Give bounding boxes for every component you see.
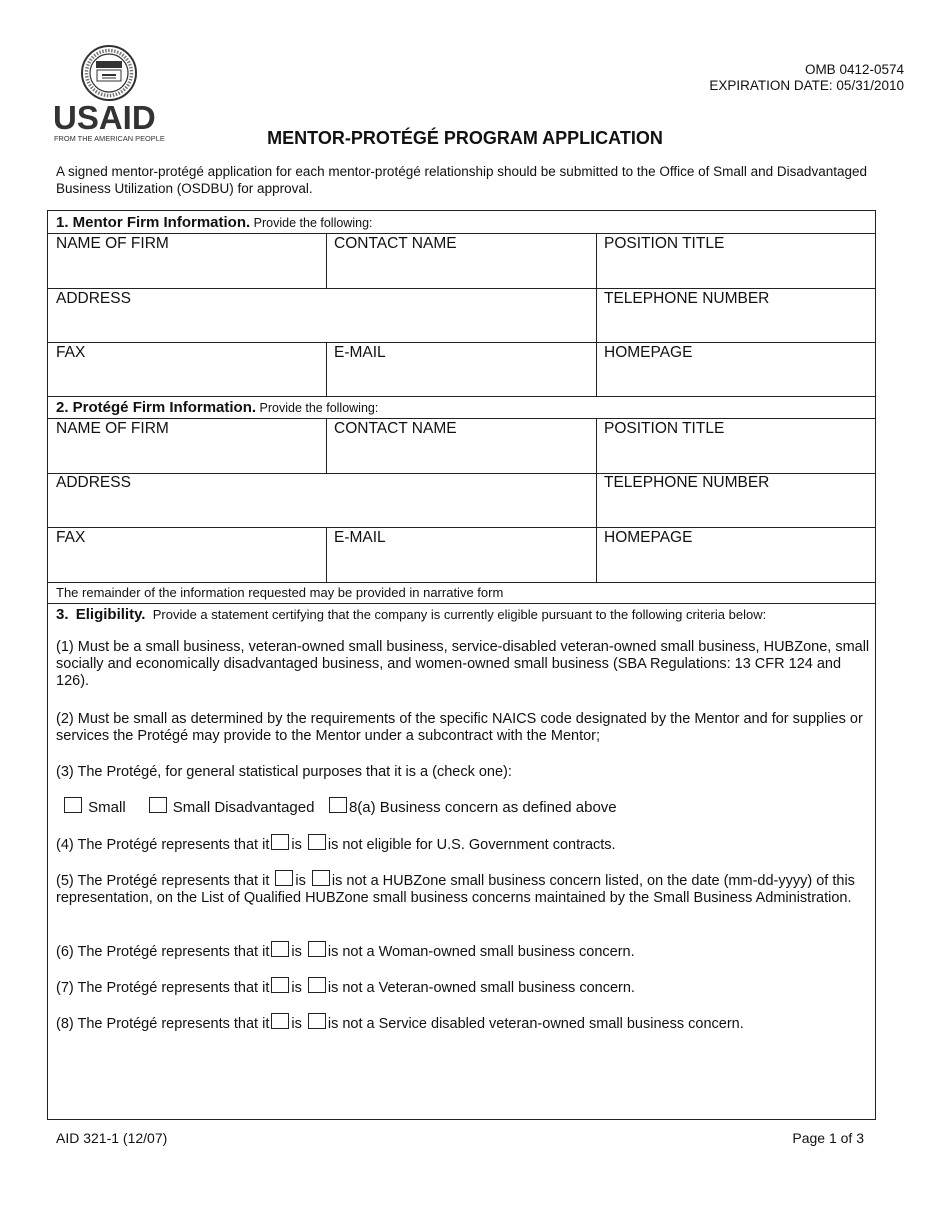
criterion-number: (6) [56,944,74,960]
8a-checkbox[interactable] [329,797,347,813]
svg-text:USAID: USAID [53,99,156,136]
criterion-7 [56,977,876,997]
section3-number: 3. [56,606,69,623]
criterion-4 [56,834,876,854]
is-label: is [291,1016,302,1032]
mentor-contact-name-field[interactable]: CONTACT NAME [334,235,457,252]
criterion-number: (8) [56,1016,74,1032]
section2-sub: Provide the following: [259,401,379,415]
rep-prefix: The Protégé represents that it [77,980,270,996]
section1-heading: 1. Mentor Firm Information. [56,214,251,231]
section2-header [56,399,378,416]
section3-sub: Provide a statement certifying that the company is currently eligible pursuant to the following criteria below: [152,607,767,622]
mentor-name-of-firm-field[interactable]: NAME OF FIRM [56,235,169,252]
mentor-homepage-field[interactable]: HOMEPAGE [604,344,693,361]
small-checkbox[interactable] [64,797,82,813]
woman-owned-is-checkbox[interactable] [271,941,289,957]
mentor-position-title-field[interactable]: POSITION TITLE [604,235,725,252]
divider [47,527,876,528]
divider [47,342,876,343]
divider [326,233,327,288]
is-label: is [295,873,306,889]
divider [47,582,876,583]
criterion-7-tail: is not a Veteran-owned small business concern. [327,980,635,996]
is-label: is [291,980,302,996]
remainder-note: The remainder of the information requested may be provided in narrative form [56,585,504,600]
rep-prefix: The Protégé represents that it [77,837,270,853]
mentor-fax-field[interactable]: FAX [56,344,86,361]
divider [596,233,597,396]
section1-header [56,214,373,231]
is-label: is [291,837,302,853]
service-disabled-is-not-checkbox[interactable] [308,1013,326,1029]
divider [47,418,876,419]
divider [326,418,327,473]
section3-header [56,606,766,623]
protege-address-field[interactable]: ADDRESS [56,474,131,491]
mentor-email-field[interactable]: E-MAIL [334,344,386,361]
criterion-5-tail: is not a HUBZone small business concern listed, on the date (mm-dd-yyyy) of this representation, on the List of Qualified HUBZone small business concerns maintained by the Small Business Administration. [56,873,855,906]
rep-prefix: The Protégé represents that it [77,873,270,889]
divider [596,418,597,582]
hubzone-is-checkbox[interactable] [275,870,293,886]
protege-name-of-firm-field[interactable]: NAME OF FIRM [56,420,169,437]
protege-homepage-field[interactable]: HOMEPAGE [604,529,693,546]
divider [326,527,327,582]
section2-heading: 2. Protégé Firm Information. [56,399,257,416]
divider [47,233,876,234]
divider [326,342,327,396]
section3-heading: Eligibility. [75,606,146,623]
protege-email-field[interactable]: E-MAIL [334,529,386,546]
mentor-telephone-field[interactable]: TELEPHONE NUMBER [604,290,770,307]
rep-prefix: The Protégé represents that it [77,944,270,960]
is-label: is [291,944,302,960]
mentor-address-field[interactable]: ADDRESS [56,290,131,307]
criterion-5 [56,870,876,907]
criterion-8 [56,1013,876,1033]
page-title: MENTOR-PROTÉGÉ PROGRAM APPLICATION [267,128,663,148]
criterion-6 [56,941,876,961]
eligible-is-not-checkbox[interactable] [308,834,326,850]
small-label: Small [88,799,126,816]
expiration-date: EXPIRATION DATE: 05/31/2010 [709,78,904,93]
rep-prefix: The Protégé represents that it [77,1016,270,1032]
criterion-number: (5) [56,873,74,889]
woman-owned-is-not-checkbox[interactable] [308,941,326,957]
protege-contact-name-field[interactable]: CONTACT NAME [334,420,457,437]
svg-text:FROM THE AMERICAN PEOPLE: FROM THE AMERICAN PEOPLE [54,134,165,143]
protege-position-title-field[interactable]: POSITION TITLE [604,420,725,437]
criterion-8-tail: is not a Service disabled veteran-owned small business concern. [327,1016,744,1032]
omb-number: OMB 0412-0574 [804,62,904,77]
criterion-3: (3) The Protégé, for general statistical purposes that it is a (check one): [56,764,512,780]
hubzone-is-not-checkbox[interactable] [312,870,330,886]
criterion-4-tail: is not eligible for U.S. Government contracts. [327,837,616,853]
small-disadvantaged-label: Small Disadvantaged [172,799,315,816]
form-id: AID 321-1 (12/07) [56,1130,168,1146]
eligible-is-checkbox[interactable] [271,834,289,850]
section1-sub: Provide the following: [253,216,373,230]
veteran-owned-is-not-checkbox[interactable] [308,977,326,993]
criterion-2: (2) Must be small as determined by the requirements of the specific NAICS code designated by the Mentor and for supplies or services the Protégé may provide to the Mentor under a subcontract with the Mentor; [56,711,863,744]
criterion-number: (7) [56,980,74,996]
business-type-options [62,797,882,816]
small-disadvantaged-checkbox[interactable] [149,797,167,813]
omb-info [709,62,904,94]
intro-text: A signed mentor-protégé application for each mentor-protégé relationship should be submitted to the Office of Small and Disadvantaged Business Utilization (OSDBU) for approval. [56,164,867,196]
criterion-6-tail: is not a Woman-owned small business concern. [327,944,635,960]
divider [47,288,876,289]
divider [47,396,876,397]
criterion-number: (4) [56,837,74,853]
page-number: Page 1 of 3 [792,1130,864,1146]
criterion-1: (1) Must be a small business, veteran-owned small business, service-disabled veteran-owned small business, HUBZone, small socially and economically disadvantaged business, and women-owned small business (SBA Regulations: 13 CFR 124 and 126). [56,639,870,689]
protege-fax-field[interactable]: FAX [56,529,86,546]
veteran-owned-is-checkbox[interactable] [271,977,289,993]
divider [47,603,876,604]
protege-telephone-field[interactable]: TELEPHONE NUMBER [604,474,770,491]
8a-label: 8(a) Business concern as defined above [348,799,617,816]
service-disabled-is-checkbox[interactable] [271,1013,289,1029]
